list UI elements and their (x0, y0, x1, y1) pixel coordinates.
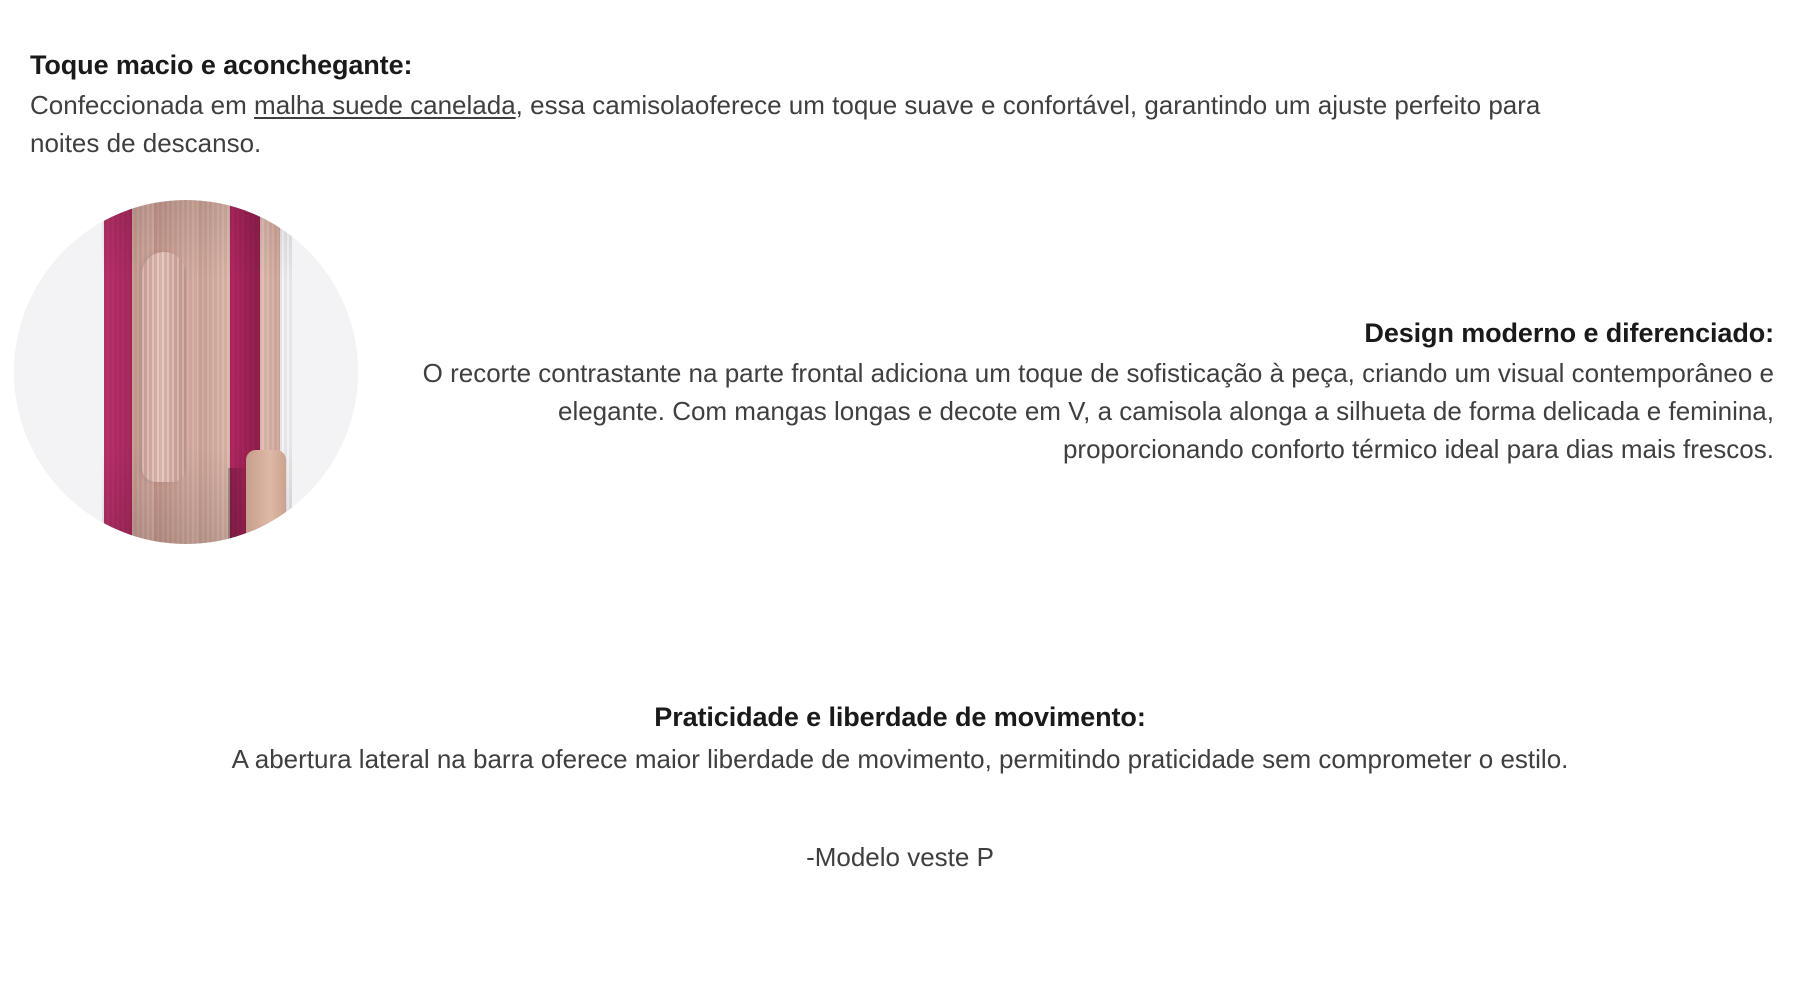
section-body-design-moderno: O recorte contrastante na parte frontal adiciona um toque de sofisticação à peça, criando um visual contemporâneo e elegante. Com mangas longas e decote em V, a camisola alonga a silhueta de forma delicada e feminina, proporcionando conforto térmico ideal para dias mais frescos. (422, 357, 1774, 465)
product-photo-camisola (14, 200, 358, 544)
sleeve-rib-texture (142, 252, 186, 482)
section-heading-design-moderno: Design moderno e diferenciado: (1364, 318, 1774, 348)
section-body-toque-macio (30, 86, 1590, 162)
garment-side-slit (228, 468, 246, 544)
section-heading-praticidade: Praticidade e liberdade de movimento: (654, 702, 1146, 732)
model-leg (246, 450, 286, 544)
fabric-term-underlined: malha suede canelada (254, 89, 516, 120)
section-design-moderno (419, 316, 1774, 468)
body-text-after-link: , essa camisolaoferece um toque suave e confortável, garantindo um ajuste perfeito para noites de descanso. (30, 89, 1541, 158)
section-toque-macio (30, 48, 1590, 162)
body-text-before-link: Confeccionada em (30, 89, 255, 120)
section-praticidade (0, 700, 1800, 778)
photo-backdrop (14, 200, 358, 544)
section-heading-toque-macio: Toque macio e aconchegante: (30, 50, 413, 80)
section-body-praticidade: A abertura lateral na barra oferece maior liberdade de movimento, permitindo praticidade sem comprometer o estilo. (231, 743, 1569, 774)
model-size-note: -Modelo veste P (806, 842, 994, 872)
model-arm-sleeve (142, 252, 186, 482)
